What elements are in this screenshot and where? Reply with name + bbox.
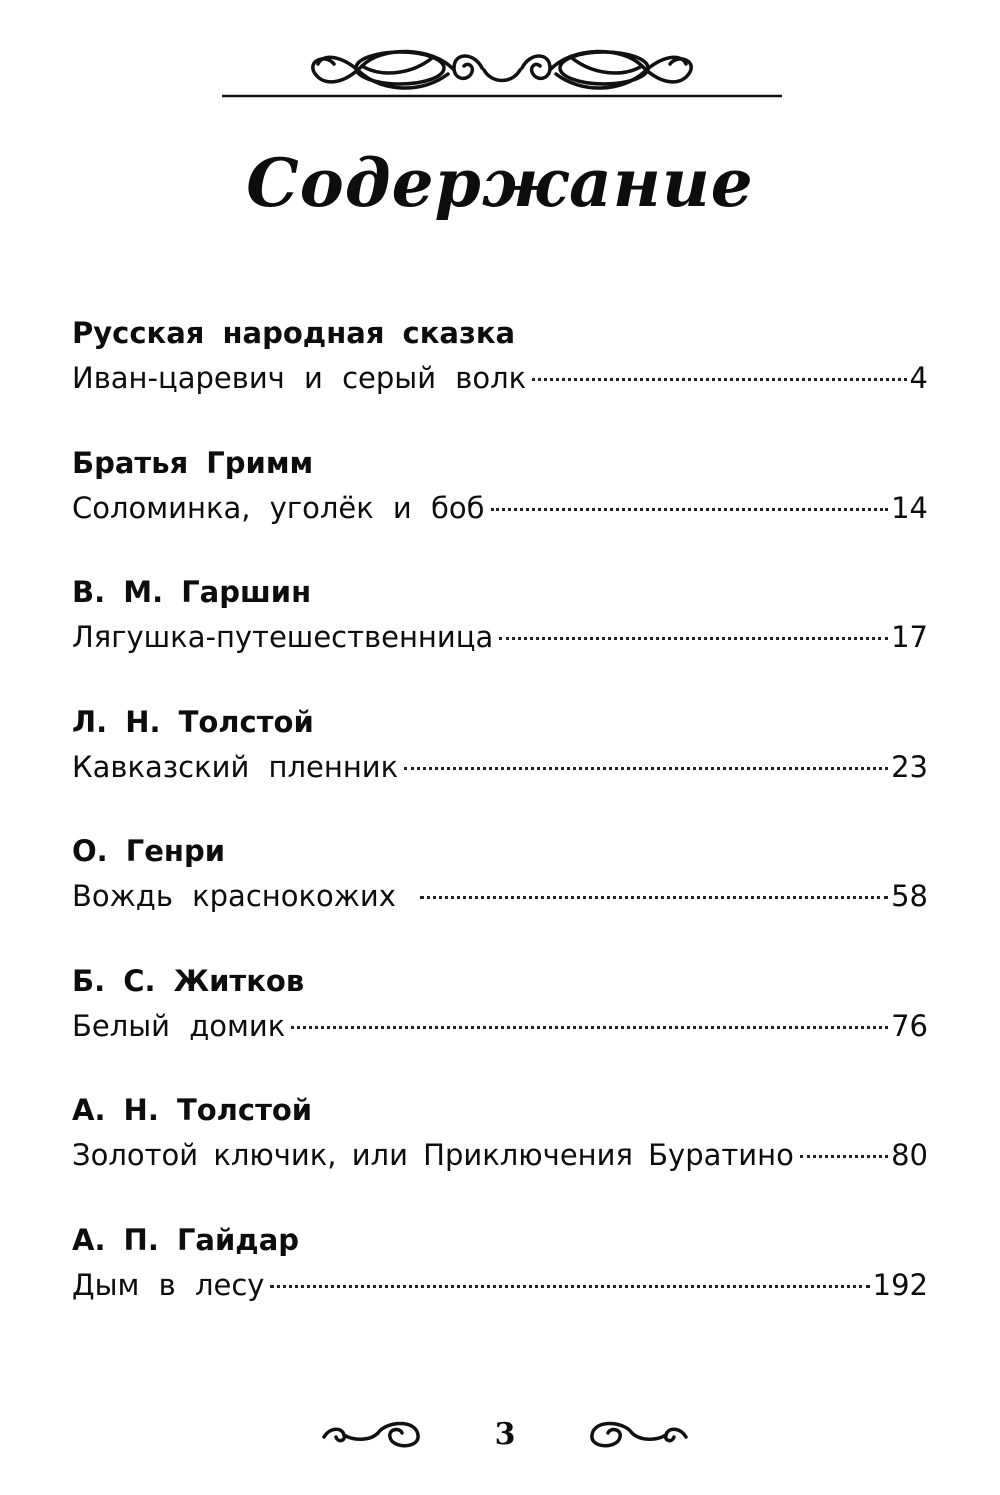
toc-story-title: Кавказский пленник	[72, 749, 399, 784]
toc-page-number: 58	[891, 879, 928, 913]
toc-page-number: 80	[891, 1138, 928, 1172]
page-title: Содержание	[246, 144, 754, 222]
page-footer	[320, 1405, 690, 1465]
toc-entry	[72, 440, 928, 570]
toc-story-line	[72, 745, 928, 789]
right-flourish-icon	[590, 1411, 690, 1451]
dot-leader	[404, 767, 888, 770]
flourish-icon	[222, 38, 782, 102]
toc-entry	[72, 699, 928, 829]
toc-author: Русская народная сказка	[72, 316, 516, 350]
dot-leader	[420, 896, 888, 899]
toc-story-line	[72, 486, 928, 530]
toc-story-title: Золотой ключик, или Приключения Буратино	[72, 1138, 794, 1172]
dot-leader	[291, 1026, 888, 1029]
toc-entry	[72, 828, 928, 958]
toc-entry	[72, 569, 928, 699]
toc-author: О. Генри	[72, 834, 226, 868]
toc-page-number: 23	[891, 749, 928, 784]
toc-entry	[72, 958, 928, 1088]
toc-entry	[72, 1217, 928, 1347]
dot-leader	[499, 637, 888, 640]
top-ornament	[222, 38, 782, 102]
toc-story-title: Лягушка-путешественница	[72, 620, 494, 654]
toc-author: А. П. Гайдар	[72, 1222, 300, 1257]
toc-entry	[72, 1087, 928, 1217]
toc-page-number: 17	[891, 620, 928, 654]
dot-leader	[270, 1285, 869, 1288]
dot-leader	[532, 378, 906, 381]
toc-story-title: Белый домик	[72, 1008, 286, 1043]
dot-leader	[800, 1155, 888, 1158]
toc-author: Б. С. Житков	[72, 963, 305, 998]
toc-story-line	[72, 874, 928, 918]
dot-leader	[491, 508, 889, 511]
toc-author: Л. Н. Толстой	[72, 704, 314, 739]
toc-story-title: Соломинка, уголёк и боб	[72, 490, 485, 525]
toc-story-line	[72, 615, 928, 659]
table-of-contents	[72, 310, 928, 1346]
toc-story-line	[72, 1133, 928, 1177]
toc-story-line	[72, 1004, 928, 1048]
page-number: 3	[494, 1417, 516, 1452]
toc-story-title: Вождь краснокожих	[72, 879, 396, 913]
toc-author: В. М. Гаршин	[72, 575, 312, 609]
toc-entry	[72, 310, 928, 440]
toc-page-number: 76	[891, 1008, 928, 1043]
toc-page-number: 4	[909, 361, 928, 395]
toc-story-line	[72, 356, 928, 400]
toc-author: А. Н. Толстой	[72, 1093, 313, 1127]
toc-story-title: Дым в лесу	[72, 1267, 265, 1302]
toc-story-line	[72, 1263, 928, 1307]
toc-page-number: 14	[891, 490, 928, 525]
toc-author: Братья Гримм	[72, 445, 314, 480]
toc-page-number: 192	[872, 1267, 928, 1302]
toc-story-title: Иван-царевич и серый волк	[72, 361, 527, 395]
